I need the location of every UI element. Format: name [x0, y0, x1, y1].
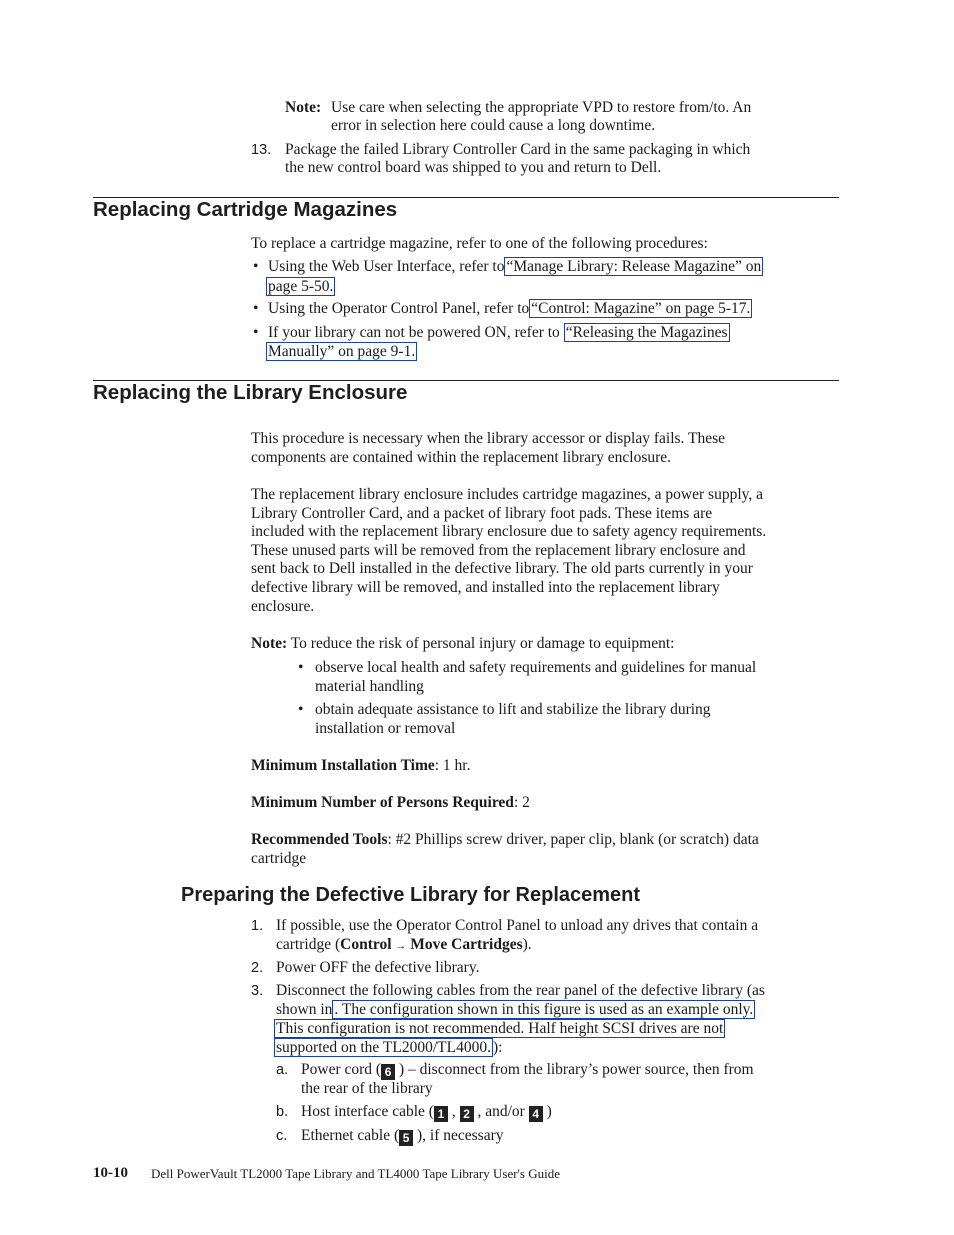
- paragraph: The replacement library enclosure includes cartridge magazines, a power supply, a Library Controller Card, and a packet of library foot pads. These items are included with the replacement library enclosure due to safety agency requirements. These unused parts will be removed from the replacement library enclosure and sent back to Dell installed in the defective library. The old parts currently in your defective library will be removed, and installed into the replacement library enclosure.: [251, 486, 767, 615]
- list-item: Using the Operator Control Panel, refer to “Control: Magazine” on page 5-17.: [268, 300, 751, 317]
- list-item: observe local health and safety requirements and guidelines for manual material handling: [315, 659, 757, 695]
- paragraph: This procedure is necessary when the library accessor or display fails. These components are contained within the replacement library enclosure.: [251, 430, 726, 466]
- min-install-time: Minimum Installation Time: 1 hr.: [251, 757, 471, 774]
- substep-letter: b.: [276, 1104, 289, 1120]
- releasing-magazines-link[interactable]: “Releasing the Magazines: [565, 324, 728, 341]
- substep-text: Ethernet cable ( 5 ), if necessary: [301, 1127, 504, 1145]
- bullet-dot: •: [253, 258, 259, 275]
- section-heading: Replacing the Library Enclosure: [93, 381, 408, 404]
- step-text: If possible, use the Operator Control Panel to unload any drives that contain a cartridge (Control → Move Cartridges).: [276, 917, 759, 953]
- control-magazine-link[interactable]: “Control: Magazine” on page 5-17.: [531, 300, 751, 317]
- list-item: Using the Web User Interface, refer to “Manage Library: Release Magazine” on: [268, 258, 762, 275]
- step-text: Package the failed Library Controller Card in the same packaging in which: [285, 141, 751, 158]
- list-item: If your library can not be powered ON, refer to “Releasing the Magazines: [268, 324, 728, 341]
- substep-letter: c.: [276, 1128, 288, 1144]
- releasing-magazines-link-cont[interactable]: Manually” on page 9-1.: [268, 343, 416, 360]
- step-number: 2.: [251, 960, 264, 976]
- substep-text: Power cord ( 6 ) – disconnect from the library’s power source, then from the rear of the library: [301, 1061, 754, 1097]
- step-text: Power OFF the defective library.: [276, 959, 480, 976]
- step-text: shown in . The configuration shown in this figure is used as an example only.: [276, 1001, 754, 1018]
- note-label: Note:: [285, 99, 322, 116]
- note-text-line: error in selection here could cause a long downtime.: [331, 117, 656, 134]
- substep-letter: a.: [276, 1062, 289, 1078]
- step-number: 1.: [251, 918, 264, 934]
- callout-4-badge: 4: [529, 1106, 543, 1122]
- callout-2-badge: 2: [460, 1106, 474, 1122]
- min-persons: Minimum Number of Persons Required: 2: [251, 794, 530, 811]
- figure-reference-link-cont[interactable]: supported on the TL2000/TL4000.: [276, 1039, 491, 1056]
- step-text: supported on the TL2000/TL4000. ):: [276, 1039, 503, 1056]
- callout-6-badge: 6: [381, 1064, 395, 1080]
- bullet-dot: •: [253, 300, 259, 317]
- list-item: obtain adequate assistance to lift and stabilize the library during installation or removal: [315, 701, 711, 737]
- page-number: 10-10: [93, 1165, 128, 1181]
- step-number: 13.: [251, 142, 272, 158]
- figure-reference-link[interactable]: . The configuration shown in this figure is used as an example only.: [334, 1001, 754, 1018]
- bullet-dot: •: [253, 324, 259, 341]
- safety-note: Note: To reduce the risk of personal injury or damage to equipment:: [251, 635, 675, 652]
- manage-library-link[interactable]: “Manage Library: Release Magazine” on: [506, 258, 762, 275]
- callout-1-badge: 1: [434, 1106, 448, 1122]
- note-text-line: Use care when selecting the appropriate VPD to restore from/to. An: [331, 99, 752, 116]
- step-text: the new control board was shipped to you and return to Dell.: [285, 159, 662, 176]
- bullet-dot: •: [298, 659, 304, 676]
- substep-text: Host interface cable ( 1 , 2 , and/or 4 ): [301, 1103, 552, 1121]
- subsection-heading: Preparing the Defective Library for Replacement: [181, 884, 641, 906]
- step-number: 3.: [251, 983, 264, 999]
- list-item-cont: [266, 343, 417, 362]
- manage-library-link-cont[interactable]: page 5-50.: [268, 278, 334, 295]
- callout-5-badge: 5: [399, 1130, 413, 1146]
- list-item-cont: [266, 278, 335, 297]
- bullet-dot: •: [298, 701, 304, 718]
- recommended-tools: Recommended Tools: #2 Phillips screw driver, paper clip, blank (or scratch) data cartridge: [251, 831, 759, 867]
- step-text: Disconnect the following cables from the rear panel of the defective library (as: [276, 982, 765, 999]
- step-text: [274, 1020, 725, 1039]
- section-heading: Replacing Cartridge Magazines: [93, 198, 398, 221]
- arrow-icon: →: [395, 939, 407, 952]
- document-title: Dell PowerVault TL2000 Tape Library and TL4000 Tape Library User's Guide: [151, 1166, 560, 1181]
- intro-text: To replace a cartridge magazine, refer to one of the following procedures:: [251, 235, 708, 252]
- figure-reference-link-cont[interactable]: This configuration is not recommended. Half height SCSI drives are not: [276, 1020, 724, 1037]
